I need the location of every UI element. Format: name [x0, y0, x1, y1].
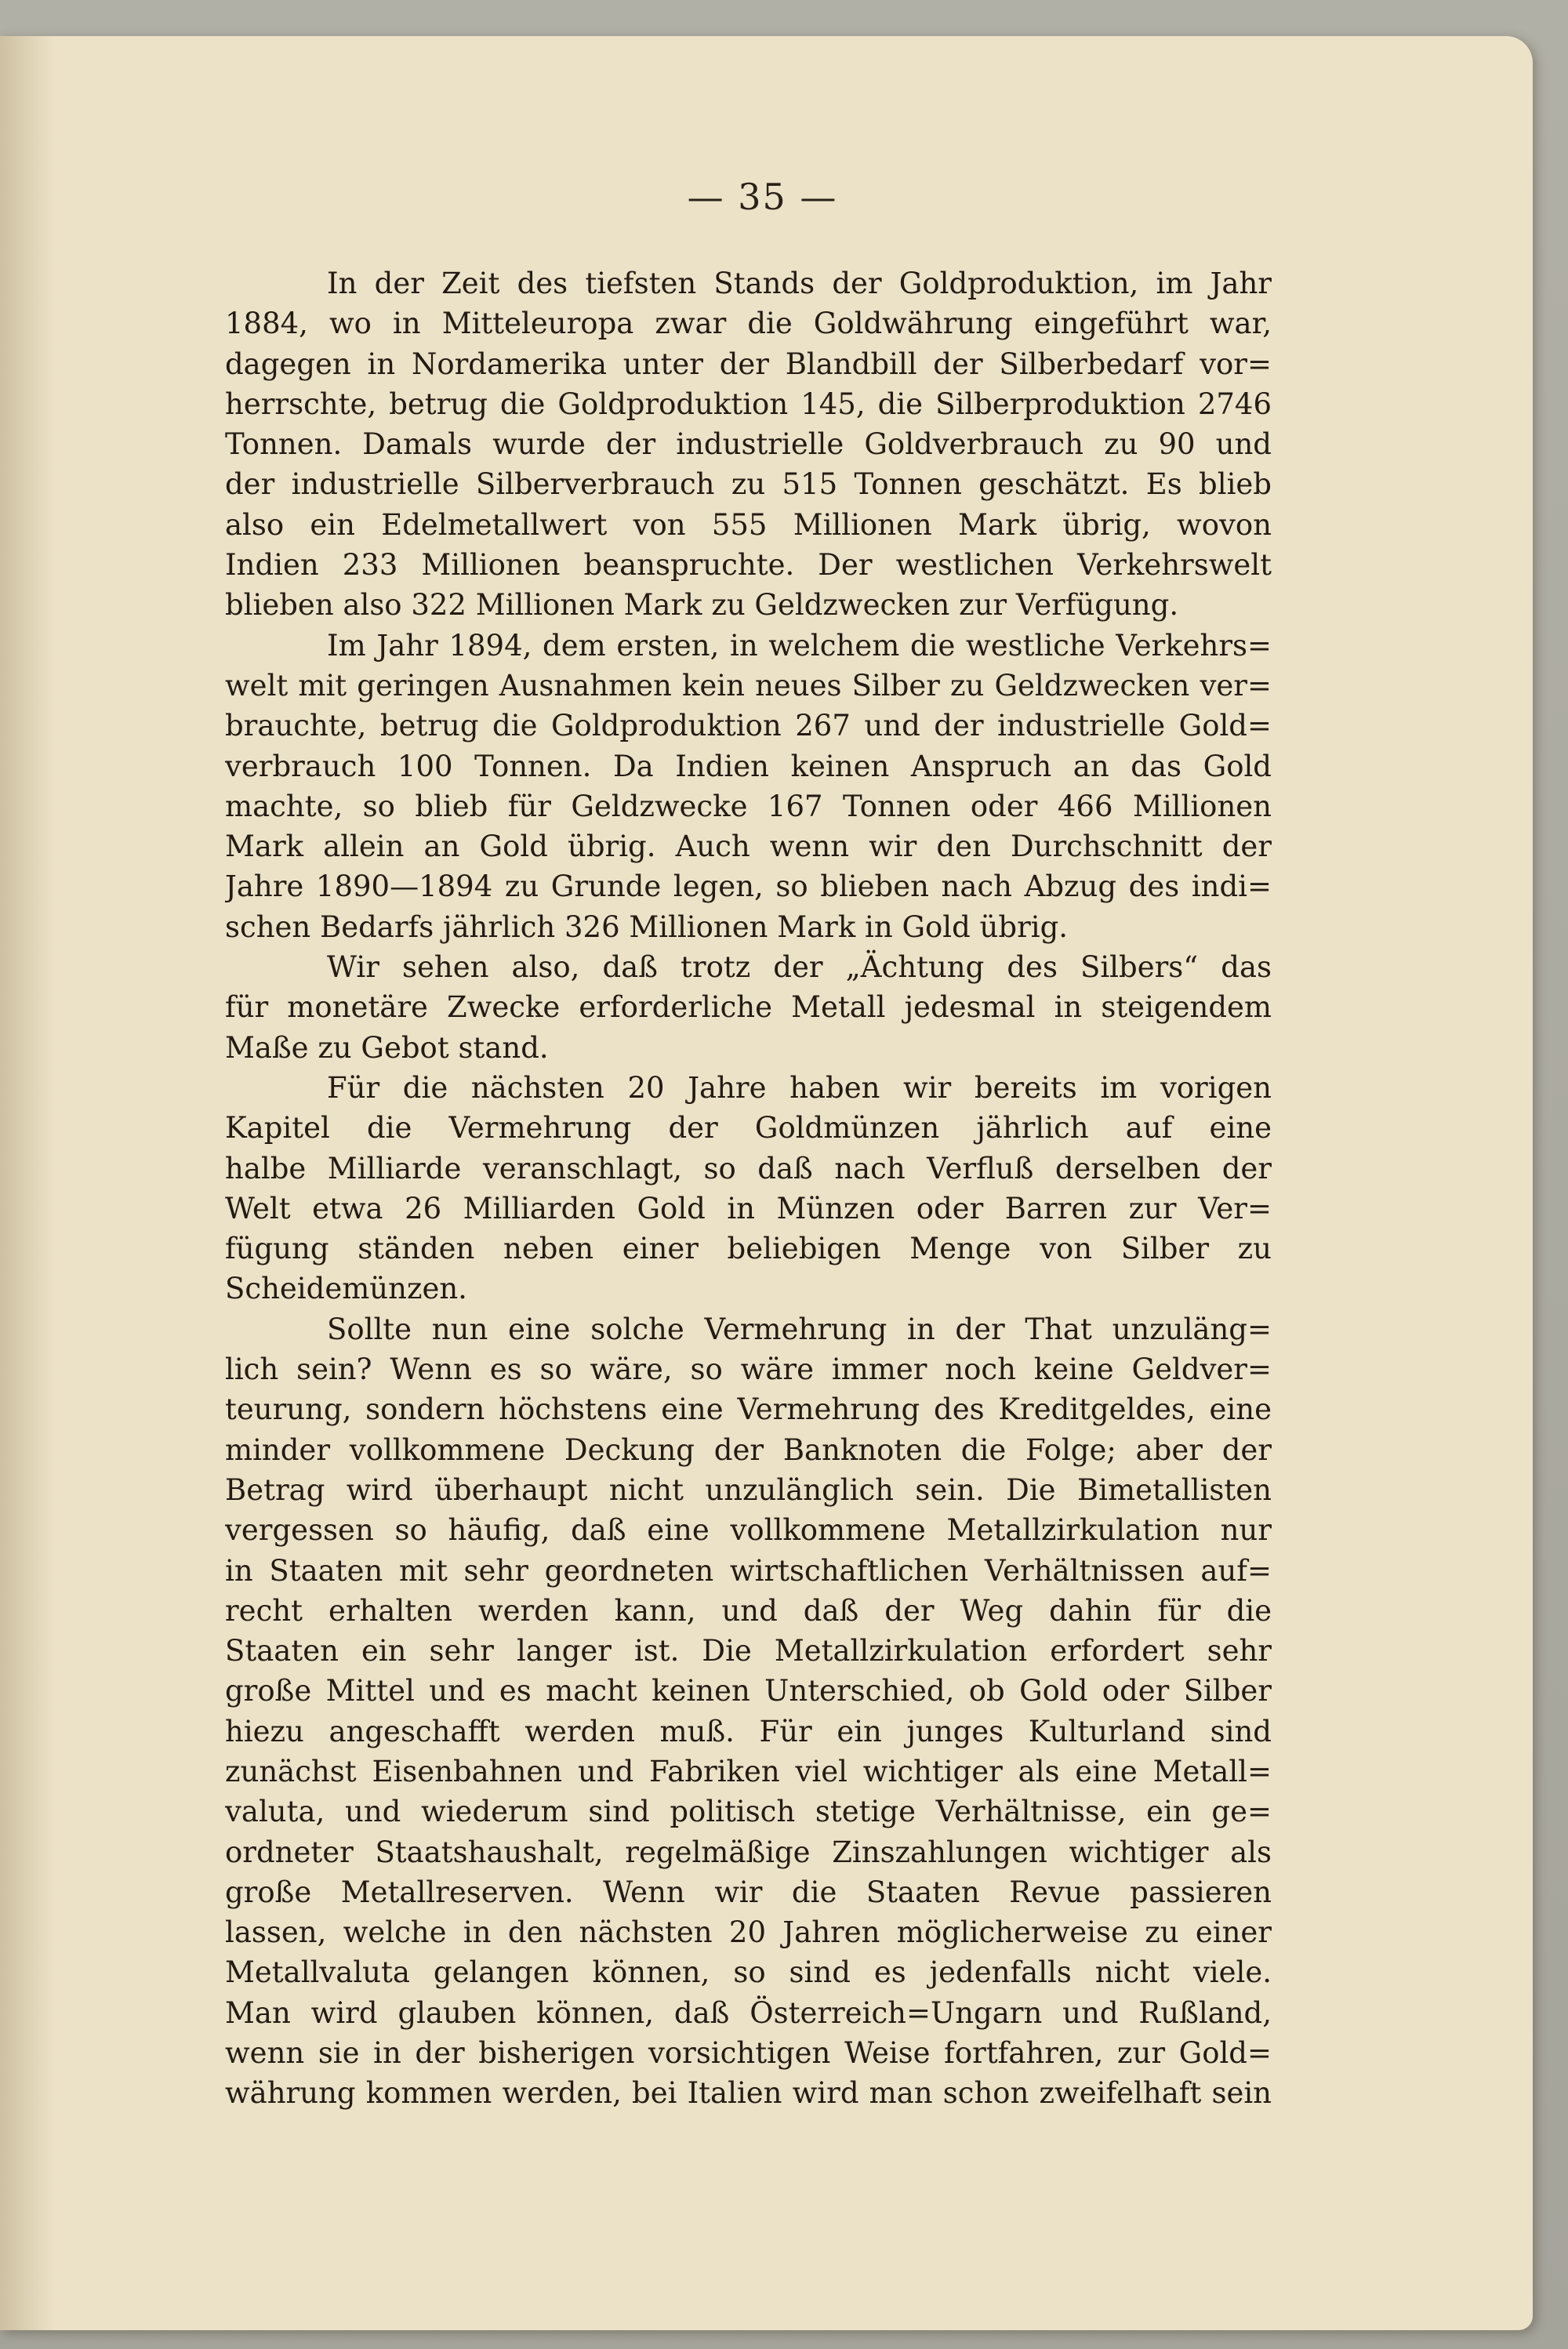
text-line: machte, so blieb für Geldzwecke 167 Tonnen oder 466 Millionen	[225, 789, 1272, 823]
book-page	[0, 36, 1533, 2330]
body-text	[225, 263, 1272, 2114]
page-number: — 35 —	[687, 176, 838, 218]
text-line: ordneter Staatshaushalt, regelmäßige Zinszahlungen wichtiger als	[225, 1835, 1272, 1869]
text-line: hiezu angeschafft werden muß. Für ein junges Kulturland sind	[225, 1714, 1272, 1748]
text-line: Tonnen. Damals wurde der industrielle Goldverbrauch zu 90 und	[225, 427, 1272, 462]
text-line: für monetäre Zwecke erforderliche Metall jedesmal in steigendem	[225, 990, 1272, 1025]
text-line: welt mit geringen Ausnahmen kein neues Silber zu Geldzwecken ver=	[225, 668, 1272, 703]
text-line: recht erhalten werden kann, und daß der Weg dahin für die	[225, 1593, 1272, 1628]
text-line: der industrielle Silberverbrauch zu 515 Tonnen geschätzt. Es blieb	[225, 467, 1272, 502]
text-line: Man wird glauben können, daß Österreich=Ungarn und Rußland,	[225, 1995, 1272, 2030]
text-line: Scheidemünzen.	[225, 1272, 467, 1306]
text-line: Kapitel die Vermehrung der Goldmünzen jährlich auf eine	[225, 1111, 1272, 1145]
text-line: minder vollkommene Deckung der Banknoten die Folge; aber der	[225, 1432, 1272, 1467]
text-line: Mark allein an Gold übrig. Auch wenn wir den Durchschnitt der	[225, 830, 1272, 864]
text-line: zunächst Eisenbahnen und Fabriken viel wichtiger als eine Metall=	[225, 1754, 1272, 1788]
text-line: Für die nächsten 20 Jahre haben wir bereits im vorigen	[327, 1070, 1272, 1105]
text-line: große Metallreserven. Wenn wir die Staaten Revue passieren	[225, 1875, 1272, 1909]
text-line: teurung, sondern höchstens eine Vermehrung des Kreditgeldes, eine	[225, 1392, 1272, 1427]
text-line: Welt etwa 26 Milliarden Gold in Münzen oder Barren zur Ver=	[225, 1191, 1272, 1225]
text-line: verbrauch 100 Tonnen. Da Indien keinen Anspruch an das Gold	[225, 749, 1272, 783]
text-line: halbe Milliarde veranschlagt, so daß nach Verfluß derselben der	[225, 1151, 1272, 1185]
text-line: Wir sehen also, daß trotz der „Ächtung des Silbers“ das	[327, 950, 1272, 985]
text-line: in Staaten mit sehr geordneten wirtschaftlichen Verhältnissen auf=	[225, 1553, 1272, 1588]
text-line: vergessen so häufig, daß eine vollkommene Metallzirkulation nur	[225, 1513, 1272, 1548]
text-line: also ein Edelmetallwert von 555 Millionen Mark übrig, wovon	[225, 507, 1272, 542]
text-line: lich sein? Wenn es so wäre, so wäre immer noch keine Geldver=	[225, 1352, 1272, 1387]
text-line: Sollte nun eine solche Vermehrung in der That unzuläng=	[327, 1312, 1272, 1346]
text-line: schen Bedarfs jährlich 326 Millionen Mark in Gold übrig.	[225, 909, 1069, 944]
text-line: große Mittel und es macht keinen Unterschied, ob Gold oder Silber	[225, 1674, 1272, 1708]
text-line: lassen, welche in den nächsten 20 Jahren möglicherweise zu einer	[225, 1915, 1272, 1950]
text-line: Indien 233 Millionen beanspruchte. Der westlichen Verkehrswelt	[225, 548, 1272, 583]
text-line: In der Zeit des tiefsten Stands der Goldproduktion, im Jahr	[327, 267, 1272, 300]
text-line: Im Jahr 1894, dem ersten, in welchem die westliche Verkehrs=	[327, 628, 1272, 663]
text-line: dagegen in Nordamerika unter der Blandbill der Silberbedarf vor=	[225, 347, 1272, 381]
text-line: Jahre 1890—1894 zu Grunde legen, so blieben nach Abzug des indi=	[225, 870, 1272, 904]
text-line: Staaten ein sehr langer ist. Die Metallzirkulation erfordert sehr	[225, 1634, 1272, 1668]
text-line: Betrag wird überhaupt nicht unzulänglich sein. Die Bimetallisten	[225, 1472, 1272, 1507]
text-line: fügung ständen neben einer beliebigen Menge von Silber zu	[225, 1232, 1272, 1266]
text-line: 1884, wo in Mitteleuropa zwar die Goldwährung eingeführt war,	[225, 307, 1272, 341]
text-line: währung kommen werden, bei Italien wird man schon zweifelhaft sein	[225, 2076, 1272, 2111]
text-line: herrschte, betrug die Goldproduktion 145, die Silberproduktion 2746	[225, 387, 1272, 421]
text-line: wenn sie in der bisherigen vorsichtigen Weise fortfahren, zur Gold=	[225, 2036, 1272, 2071]
text-line: blieben also 322 Millionen Mark zu Geldzwecken zur Verfügung.	[225, 588, 1179, 623]
text-line: brauchte, betrug die Goldproduktion 267 und der industrielle Gold=	[225, 709, 1272, 743]
text-line: Maße zu Gebot stand.	[225, 1030, 549, 1065]
text-line: Metallvaluta gelangen können, so sind es jedenfalls nicht viele.	[225, 1955, 1272, 1990]
text-line: valuta, und wiederum sind politisch stetige Verhältnisse, ein ge=	[225, 1795, 1272, 1829]
